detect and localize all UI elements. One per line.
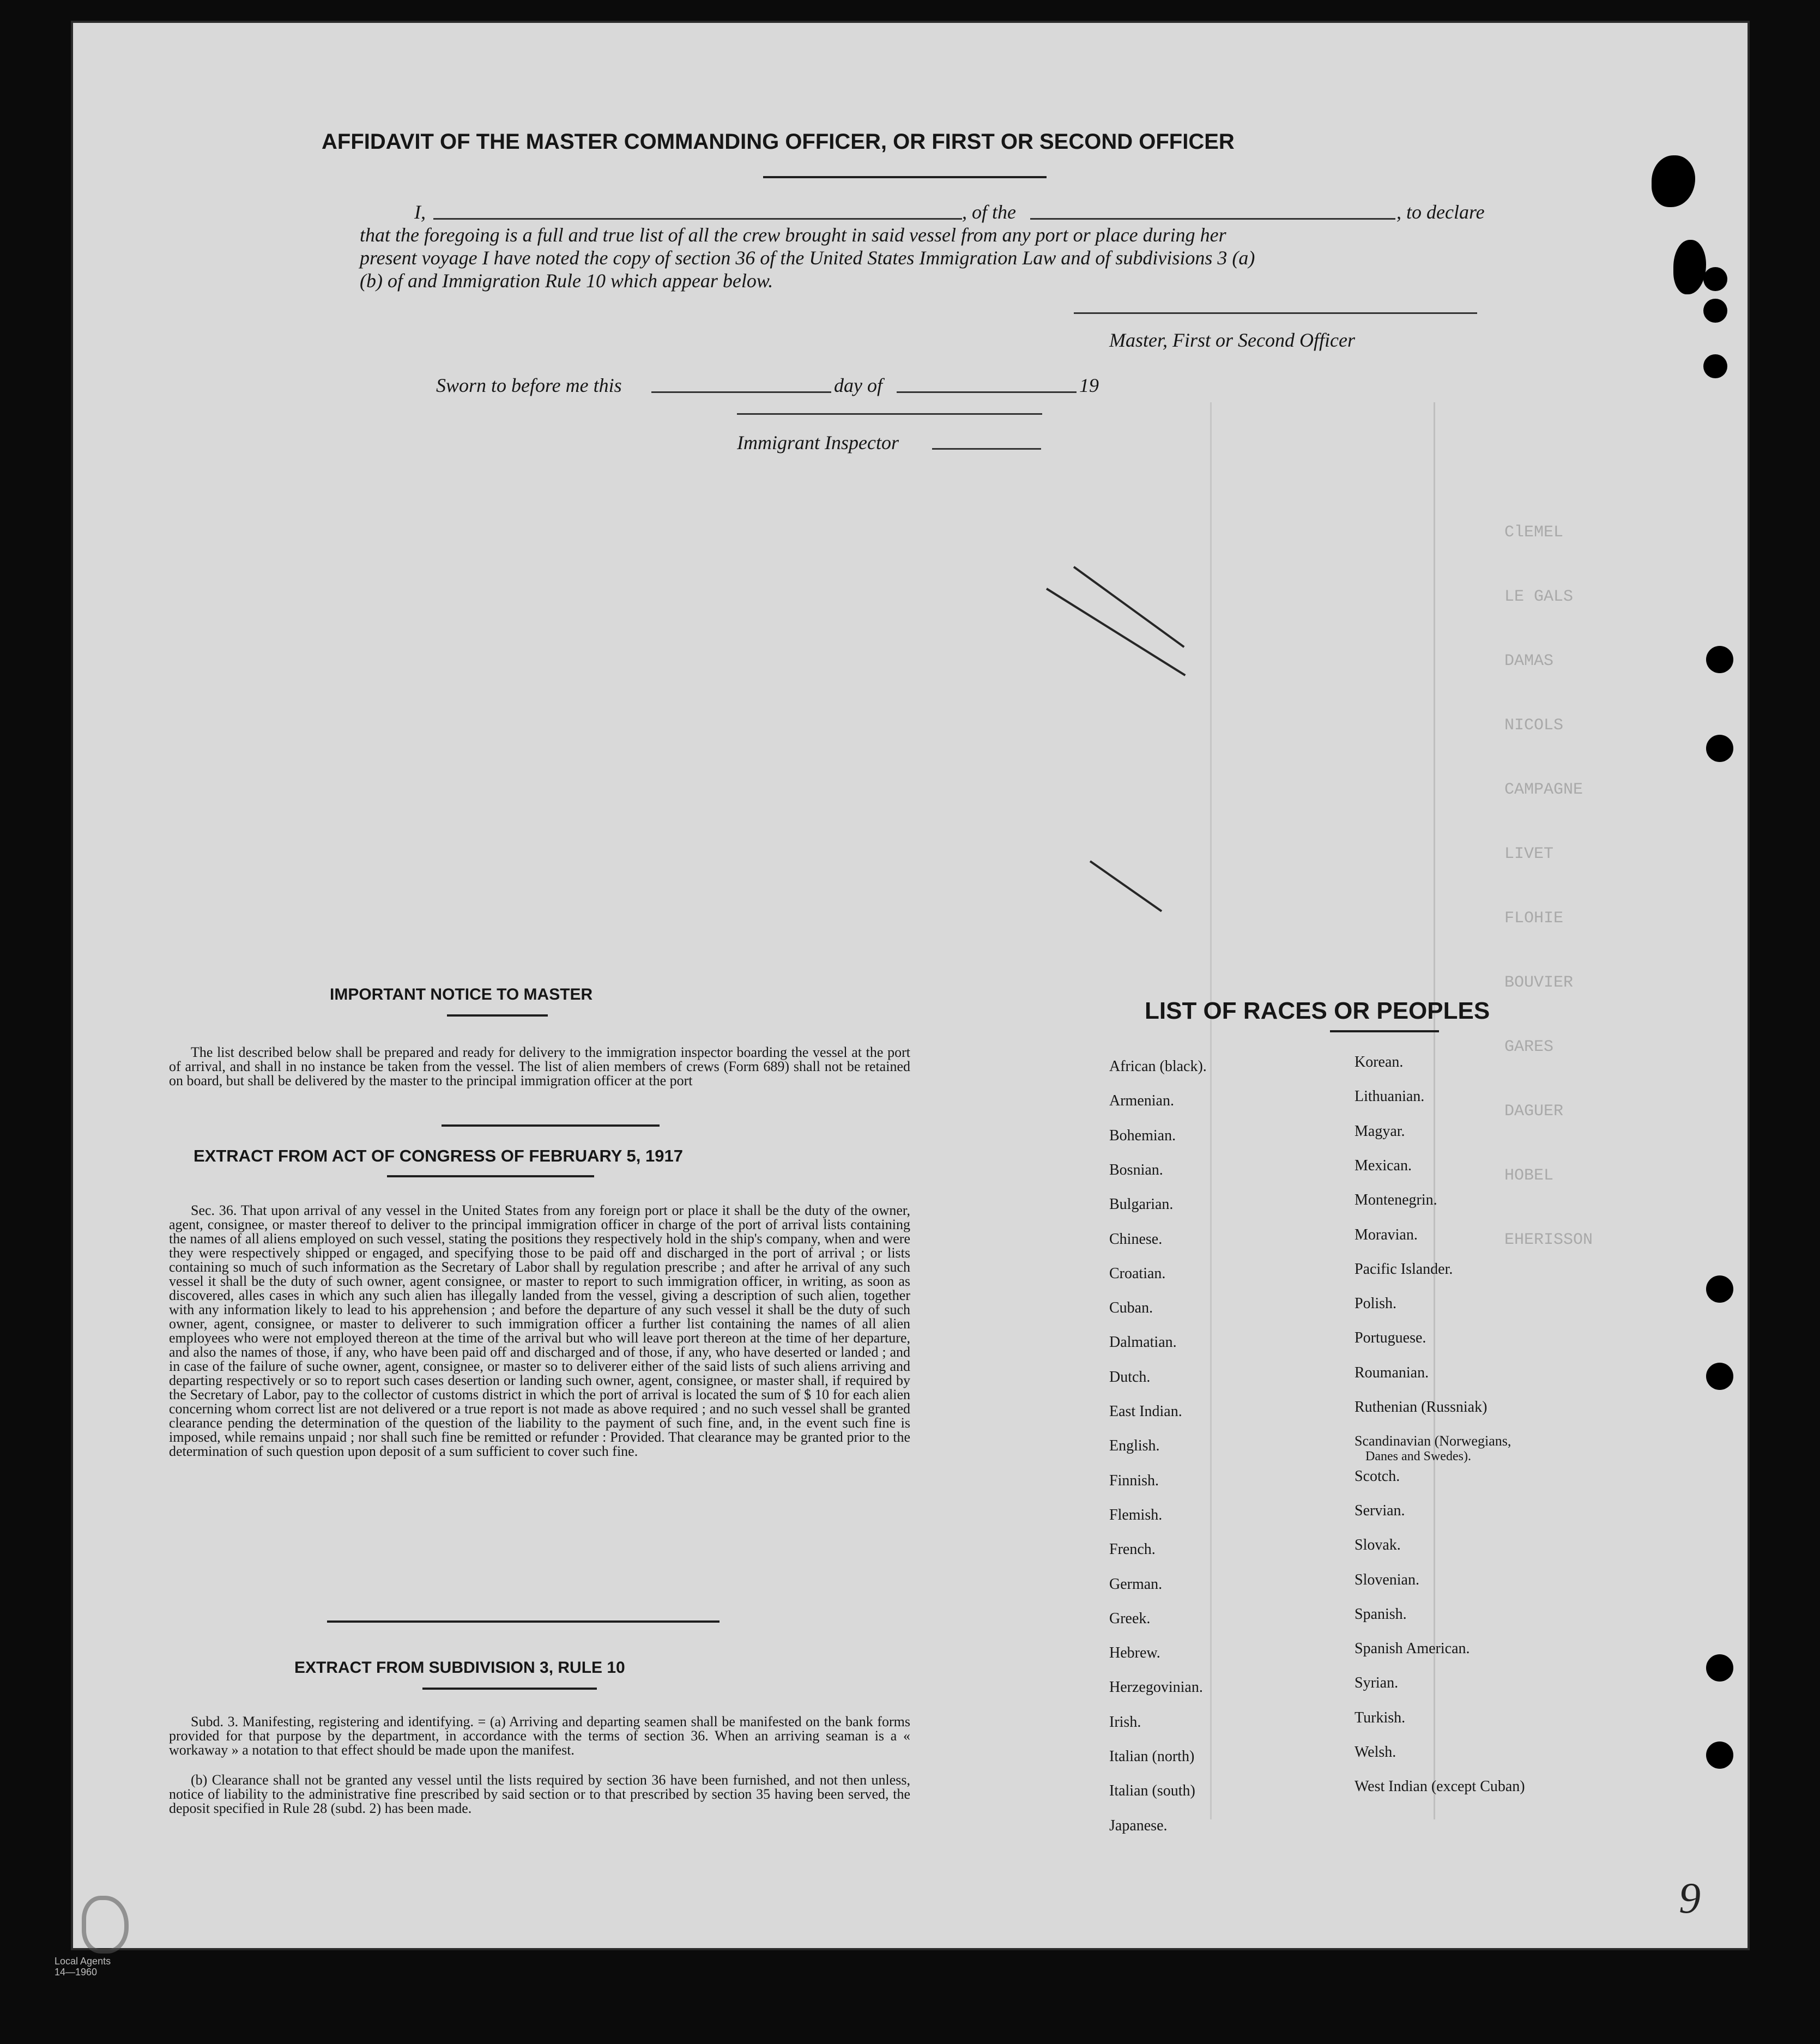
punch-hole: [1706, 646, 1733, 673]
sworn-month-blank[interactable]: [897, 391, 1077, 393]
name-blank[interactable]: [433, 218, 962, 220]
race-item: Italian (south): [1109, 1782, 1195, 1800]
race-item: Turkish.: [1355, 1709, 1406, 1726]
race-item: East Indian.: [1109, 1403, 1182, 1420]
race-item: Scandinavian (Norwegians,: [1355, 1433, 1511, 1449]
sworn-year-blank[interactable]: [737, 413, 1042, 415]
race-item: African (black).: [1109, 1058, 1207, 1075]
race-item: Armenian.: [1109, 1092, 1174, 1110]
sworn-label: Sworn to before me this: [436, 374, 622, 396]
signature-caption: Master, First or Second Officer: [1109, 329, 1355, 351]
race-item: Irish.: [1109, 1713, 1141, 1731]
day-of-label: day of: [834, 374, 882, 396]
affidavit-line2: that the foregoing is a full and true list of all the crew brought in said vessel from any port or place during her: [360, 224, 1226, 246]
affidavit-line1-of: , of the: [962, 201, 1016, 223]
bleed-through-text: ClEMEL LE GALS DAMAS NICOLS CAMPAGNE LIVET FLOHIE BOUVIER GARES DAGUER HOBEL EHERISSON: [1504, 523, 1593, 1249]
punch-hole: [1706, 735, 1733, 762]
inspector-blank[interactable]: [932, 448, 1041, 450]
pen-mark-2: [1073, 566, 1185, 648]
race-item: Dalmatian.: [1109, 1334, 1177, 1351]
race-item: Greek.: [1109, 1610, 1151, 1627]
race-item: German.: [1109, 1575, 1163, 1593]
race-item: Italian (north): [1109, 1748, 1195, 1765]
sworn-day-blank[interactable]: [651, 391, 831, 393]
race-item: Finnish.: [1109, 1472, 1159, 1489]
race-item: Spanish American.: [1355, 1640, 1470, 1658]
rule-title: EXTRACT FROM SUBDIVISION 3, RULE 10: [294, 1659, 625, 1677]
race-item: Polish.: [1355, 1295, 1397, 1313]
rule-subd-b: (b) Clearance shall not be granted any vessel until the lists required by section 36 have been furnished, and not then unless, notice of liability to the administrative fine prescribed by said section or to that prescribed by section 35 having been served, the deposit specified in Rule 28 (subd. 2) has been made.: [169, 1772, 910, 1816]
race-item: Slovenian.: [1355, 1571, 1419, 1588]
race-item: Herzegovinian.: [1109, 1679, 1203, 1696]
title-underline: [763, 176, 1047, 178]
punch-hole: [1703, 267, 1727, 291]
race-item: Servian.: [1355, 1502, 1405, 1519]
footer-stamp-text: Local Agents: [55, 1956, 111, 1967]
race-item: Bohemian.: [1109, 1127, 1176, 1144]
races-title: LIST OF RACES OR PEOPLES: [1145, 997, 1490, 1024]
race-item: Welsh.: [1355, 1744, 1396, 1761]
races-underline: [1330, 1030, 1439, 1032]
page-corner-mark: [82, 1896, 129, 1954]
rule-subd-a: Subd. 3. Manifesting, registering and identifying. = (a) Arriving and departing seamen shall be manifested on the bank forms provided for that purpose by the department, in accordance with the terms of section 36. When an arriving seaman is a « workaway » a notation to that effect should be made upon the manifest.: [169, 1714, 910, 1758]
notice-title: IMPORTANT NOTICE TO MASTER: [330, 985, 593, 1003]
race-item: West Indian (except Cuban): [1355, 1778, 1525, 1795]
punch-hole: [1703, 299, 1727, 323]
race-item: Magyar.: [1355, 1122, 1405, 1140]
race-item: Mexican.: [1355, 1157, 1412, 1174]
race-item: Croatian.: [1109, 1265, 1166, 1282]
race-item: Scotch.: [1355, 1467, 1400, 1485]
race-item: Moravian.: [1355, 1226, 1418, 1243]
race-item: Roumanian.: [1355, 1364, 1429, 1381]
notice-text: The list described below shall be prepared and ready for delivery to the immigration inspector boarding the vessel at the port of arrival, and shall in no instance be taken from the vessel. The list of alien members of crews (Form 689) shall not be retained on board, but shall be delivered by the master to the principal immigration officer at the port: [169, 1044, 910, 1088]
act-text: Sec. 36. That upon arrival of any vessel in the United States from any foreign port or place it shall be the duty of the owner, agent, consignee, or master thereof to deliver to the principal immigration officer in charge of the port of arrival lists containing the names of all aliens employed on such vessel, stating the positions they respectively hold in the ship's company, when and were they were respectively shipped or engaged, and specifying those to be paid off and discharged in the port of arrival ; or lists containing so much of such information as the Secretary of Labor shall by regulation prescribe ; and after he arrival of any such vessel it shall be the duty of such owner, agent consignee, or master to report to such immigration officer, in writing, as soon as discovered, alles cases in which any such alien has illegally landed from the vessel, giving a description of such alien, together with any information likely to lead to his apprehension ; and before the departure of any such vessel it shall be the duty of such owner, agent, consignee, or master to deliverer to such immigration officer a further list containing the names of all alien employees who were not employed thereon at the time of the arrival but who will leave port thereon at the time of her departure, and also the names of those, if any, who have been paid off and discharged and of those, if any, who have deserted or landed ; and in case of the failure of suche owner, agent, consignee, or master so to deliverer either of the said lists of such aliens arriving and departing respectively or so to report such cases desertion or landing such owner, agent, consignee, or master shall, if required by the Secretary of Labor, pay to the collector of customs district in which the port of arrival is located the sum of $ 10 for each alien concerning whom correct list are not delivered or a true report is not made as above required ; and no such vessel shall be granted clearance pending the determination of the question of the liability to the payment of such fine, and, in the event such fine is imposed, while remains unpaid ; nor shall such fine be remitted or refunder : Provided. That clearance may be granted prior to the determination of such question upon deposit of a sum sufficient to cover such fine.: [169, 1202, 910, 1459]
faint-vertical-rule: [1434, 402, 1435, 1819]
race-item: Hebrew.: [1109, 1644, 1160, 1662]
vessel-blank[interactable]: [1030, 218, 1395, 220]
inspector-label: Immigrant Inspector: [737, 432, 899, 453]
affidavit-title: AFFIDAVIT OF THE MASTER COMMANDING OFFICER, OR FIRST OR SECOND OFFICER: [322, 130, 1235, 154]
punch-hole: [1706, 1363, 1733, 1390]
punch-hole: [1706, 1741, 1733, 1769]
year-label: 19: [1079, 374, 1099, 396]
rule-underline: [422, 1688, 597, 1690]
race-item: Ruthenian (Russniak): [1355, 1399, 1488, 1416]
race-item: Cuban.: [1109, 1299, 1153, 1317]
race-item: Korean.: [1355, 1054, 1404, 1071]
punch-hole: [1706, 1275, 1733, 1303]
punch-hole: [1703, 354, 1727, 378]
affidavit-line4: (b) of and Immigration Rule 10 which appear below.: [360, 270, 773, 292]
affidavit-line3: present voyage I have noted the copy of section 36 of the United States Immigration Law and of subdivisions 3 (a): [360, 247, 1255, 269]
race-item: Lithuanian.: [1355, 1088, 1425, 1105]
act-rule: [327, 1620, 719, 1623]
handwritten-9: 9: [1679, 1874, 1701, 1922]
race-item: Montenegrin.: [1355, 1192, 1437, 1209]
race-item: Spanish.: [1355, 1605, 1407, 1623]
race-item: Bulgarian.: [1109, 1196, 1174, 1213]
notice-underline: [447, 1014, 548, 1017]
race-item: Slovak.: [1355, 1537, 1401, 1554]
race-item: English.: [1109, 1437, 1160, 1455]
race-item: Flemish.: [1109, 1506, 1163, 1523]
footer-stamp-number: 14—1960: [55, 1967, 98, 1978]
race-item: Pacific Islander.: [1355, 1260, 1453, 1278]
race-item: Chinese.: [1109, 1230, 1163, 1248]
race-item: Danes and Swedes).: [1365, 1449, 1471, 1464]
pen-mark-3: [1090, 860, 1162, 912]
race-item: Portuguese.: [1355, 1329, 1426, 1347]
affidavit-line1-i: I,: [414, 201, 426, 223]
race-item: Bosnian.: [1109, 1161, 1163, 1178]
act-title: EXTRACT FROM ACT OF CONGRESS OF FEBRUARY 5, 1917: [194, 1146, 683, 1165]
race-item: French.: [1109, 1541, 1156, 1558]
signature-line[interactable]: [1074, 312, 1477, 314]
race-item: Japanese.: [1109, 1817, 1168, 1834]
footer-stamp: [55, 1956, 111, 1978]
race-item: Syrian.: [1355, 1674, 1399, 1692]
punch-hole: [1706, 1654, 1733, 1682]
affidavit-line1-declare: , to declare: [1396, 201, 1485, 223]
faint-vertical-rule-2: [1210, 402, 1212, 1819]
race-item: Dutch.: [1109, 1368, 1151, 1386]
document-page: [71, 21, 1750, 1950]
act-underline: [387, 1175, 594, 1177]
notice-rule: [442, 1124, 660, 1127]
